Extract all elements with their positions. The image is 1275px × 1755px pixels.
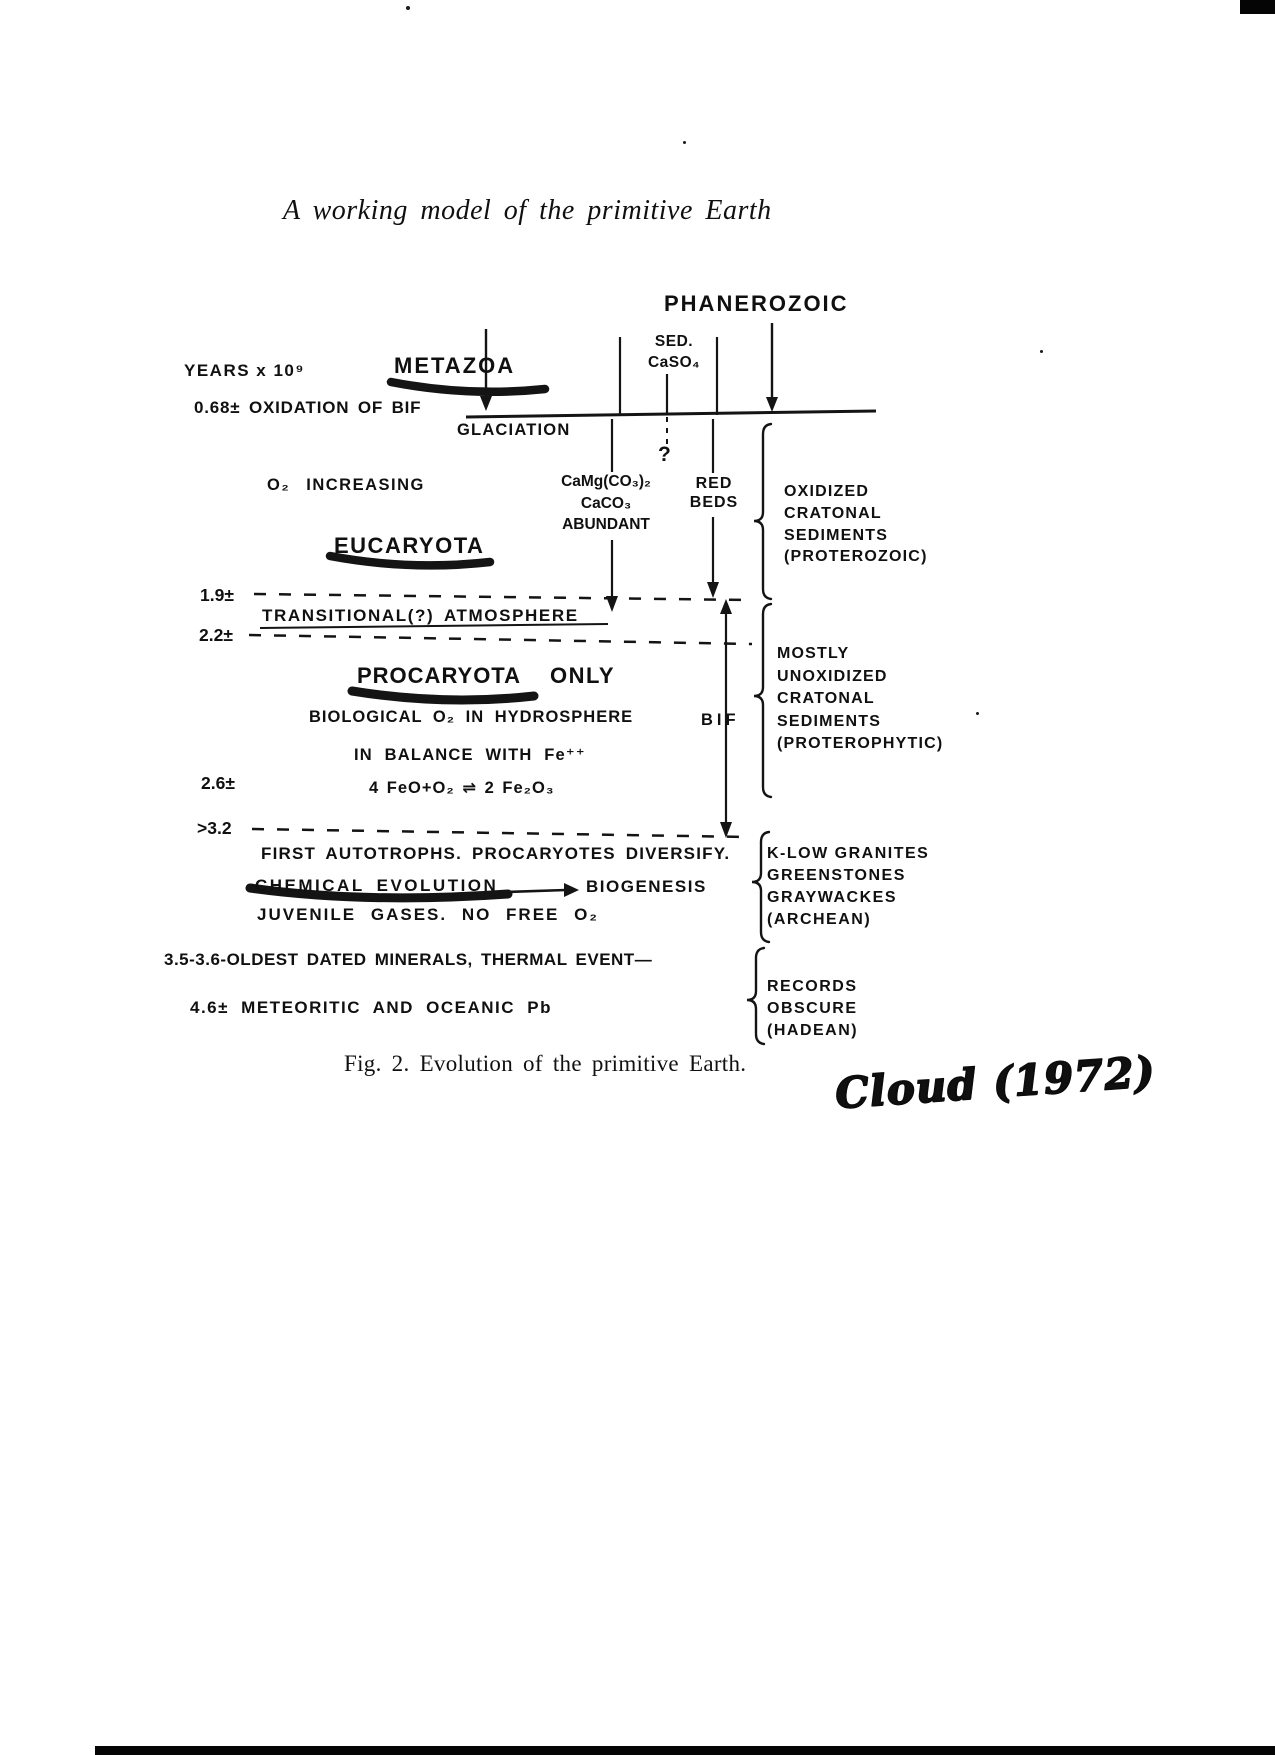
proterozoic-line-3: SEDIMENTS [784,526,889,544]
brace-proterozoic [754,424,771,599]
strikethrough-procaryota [352,691,534,700]
metazoa-arrowhead [480,396,492,411]
archean-line-3: GRAYWACKES [767,889,897,906]
handwritten-citation: Cloud (1972) [833,1046,1157,1119]
era-proterophytic-label [777,643,943,756]
scan-corner-mark [1240,0,1275,14]
strikethrough-metazoa [391,382,545,392]
proterophytic-line-3: CRATONAL [777,690,875,707]
era-proterozoic-label [784,481,928,568]
o2-increasing-label: O₂ INCREASING [267,476,425,494]
scan-speck [1040,350,1043,353]
phanerozoic-arrowhead [766,397,778,412]
dashed-line-1-9 [254,594,750,600]
figure-caption: Fig. 2. Evolution of the primitive Earth. [344,1051,747,1076]
biogenesis-arrow-line [506,890,566,892]
scan-bottom-bar [95,1746,1275,1755]
hadean-line-2: OBSCURE [767,1000,858,1017]
caso4-line: CaSO₄ [647,354,701,371]
scan-speck [406,6,410,10]
page-title: A working model of the primitive Earth [283,195,772,226]
carbonates-label [548,471,664,536]
hadean-line-1: RECORDS [767,978,858,995]
juvenile-gases-label: JUVENILE GASES. NO FREE O₂ [257,905,599,924]
era-phanerozoic-label: PHANEROZOIC [664,291,849,316]
proterophytic-line-4: SEDIMENTS [777,712,882,730]
oldest-minerals-label: 3.5-3.6-OLDEST DATED MINERALS, THERMAL EVENT— [164,950,653,969]
transitional-atmosphere-label: TRANSITIONAL(?) ATMOSPHERE [262,606,579,625]
proterophytic-line-5: (PROTEROPHYTIC) [777,735,944,752]
procaryota-only-label: ONLY [550,663,616,688]
dashed-line-3-2 [252,829,748,837]
biological-o2-label: BIOLOGICAL O₂ IN HYDROSPHERE [309,708,634,726]
question-mark: ? [658,443,671,466]
carbonates-line-2: CaCO₃ [580,494,632,512]
archean-line-1: K-LOW GRANITES [767,845,930,862]
redbeds-arrowhead [707,582,719,598]
proterophytic-line-2: UNOXIDIZED [777,667,888,685]
procaryota-label: PROCARYOTA [357,663,521,688]
era-archean-label [767,843,929,931]
glaciation-label: GLACIATION [457,421,571,439]
hadean-line-3: (HADEAN) [767,1022,859,1039]
oxidation-of-bif-label: 0.68± OXIDATION OF BIF [194,398,422,417]
age-2-6-label: 2.6± [201,773,235,793]
biogenesis-arrowhead [564,883,579,897]
red-beds-label [683,474,745,512]
brace-hadean [747,948,764,1044]
boundary-line-0-68 [466,411,876,417]
bif-label: BIF [701,711,740,729]
proterozoic-line-2: CRATONAL [784,504,882,522]
iron-reaction-label: 4 FeO+O₂ ⇌ 2 Fe₂O₃ [369,779,555,797]
brace-proterophytic [754,604,771,797]
proterozoic-line-1: OXIDIZED [784,483,870,500]
scan-speck [976,712,979,715]
age-2-2-label: 2.2± [199,625,233,645]
bif-arrowhead-up [720,599,732,614]
meteoritic-pb-label: 4.6± METEORITIC AND OCEANIC Pb [190,998,553,1017]
proterophytic-line-1: MOSTLY [777,645,850,662]
years-axis-label: YEARS x 10⁹ [184,361,305,380]
archean-line-4: (ARCHEAN) [767,911,872,928]
beds-line: BEDS [689,494,739,511]
age-3-2-label: >3.2 [197,818,232,838]
biogenesis-label: BIOGENESIS [586,877,707,896]
carbonates-line-1: CaMg(CO₃)₂ [561,473,651,490]
archean-line-2: GREENSTONES [767,867,906,884]
age-1-9-label: 1.9± [200,585,234,605]
metazoa-label: METAZOA [394,353,516,378]
carbonates-line-3: ABUNDANT [562,516,650,533]
sed-caso4-label [638,331,710,373]
sed-line: SED. [654,333,694,350]
chemical-evolution-label: CHEMICAL EVOLUTION [255,876,499,895]
first-autotrophs-label: FIRST AUTOTROPHS. PROCARYOTES DIVERSIFY. [261,844,731,863]
in-balance-label: IN BALANCE WITH Fe⁺⁺ [354,746,586,764]
scan-speck [683,141,686,144]
red-line: RED [695,475,733,492]
eucaryota-label: EUCARYOTA [334,533,485,558]
proterozoic-line-4: (PROTEROZOIC) [784,548,928,566]
era-hadean-label [767,976,858,1042]
dashed-line-2-2 [249,635,752,644]
